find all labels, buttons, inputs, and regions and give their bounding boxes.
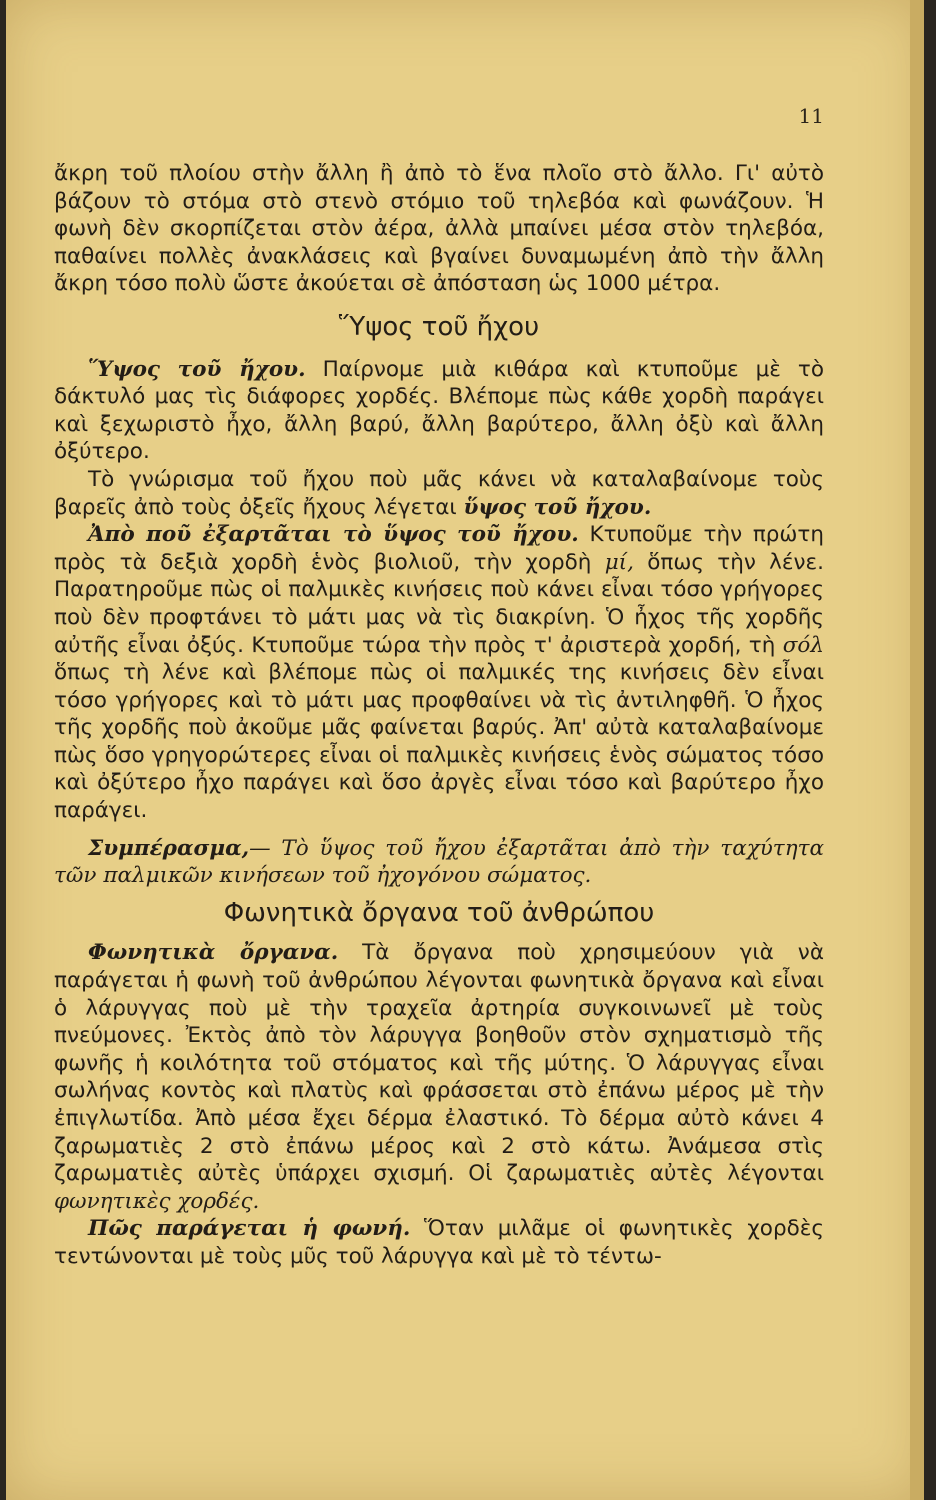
paragraph-text: Κτυποῦμε τὴν πρώτη πρὸς τὰ δεξιὰ χορδὴ ἑνὸς βιολιοῦ, τὴν χορδὴ [54, 522, 825, 575]
paragraph-vocal-organs [54, 939, 824, 1215]
paragraph-text: Ὅταν μιλᾶμε οἱ φωνητικὲς χορδὲς τεντώνονται μὲ τοὺς μῦς τοῦ λάρυγγα καὶ μὲ τὸ τέντω- [54, 1216, 824, 1269]
paragraph-megaphone: ἄκρη τοῦ πλοίου στὴν ἄλλη ἢ ἀπὸ τὸ ἕνα πλοῖο στὸ ἄλλο. Γι' αὐτὸ βάζουν τὸ στόμα στὸ στενὸ στόμιο τοῦ τηλεβόα καὶ φωνάζουν. Ἡ φωνὴ δὲν σκορπίζεται στὸν ἀέρα, ἀλλὰ μπαίνει μέσα στὸν τηλεβόα, παθαίνει πολλὲς ἀνακλάσεις καὶ βγαίνει δυναμωμένη ἀπὸ τὴν ἄλλη ἄκρη τόσο πολὺ ὥστε ἀκούεται σὲ ἀπόσταση ὡς 1000 μέτρα. [54, 161, 824, 297]
term-emphasis: φωνητικὲς χορδές. [54, 1188, 260, 1214]
section-heading-pitch: Ὕψος τοῦ ἤχου [338, 311, 540, 342]
paragraph-text: ὅπως τὴν λένε. Παρατηροῦμε πὼς οἱ παλμικὲς κινήσεις ποὺ κάνει εἶναι τόσο γρήγορες ποὺ δὲν προφτάνει τὸ μάτι μας νὰ τὶς διακρίνη. Ὁ ἦχος τῆς χορδῆς αὐτῆς εἶναι ὀξύς. Κτυποῦμε τώρα τὴν πρὸς τ' ἀριστερὰ χορδή, τὴ [54, 549, 824, 658]
paragraph-pitch-intro [54, 356, 824, 466]
paragraph-voice-production [54, 1215, 824, 1270]
paragraph-lead: Ἀπὸ ποῦ ἐξαρτᾶται τὸ ὕψος τοῦ ἤχου. [88, 522, 579, 548]
paragraph-conclusion [54, 835, 824, 890]
page-content [54, 160, 824, 1271]
paragraph-pitch-depends [54, 521, 824, 825]
note-name-mi: μί, [604, 549, 634, 575]
paragraph-text: ὅπως τὴ λένε καὶ βλέπομε πὼς οἱ παλμικές της κινήσεις δὲν εἶναι τόσο γρήγορες καὶ τὸ μάτι μας προφθαίνει νὰ τὶς ἀντιληφθῆ. Ὁ ἦχος τῆς χορδῆς ποὺ ἀκοῦμε μᾶς φαίνεται βαρύς. Ἀπ' αὐτὰ καταλαβαίνομε πὼς ὅσο γρηγορώτερες εἶναι οἱ παλμικὲς κινήσεις ἑνὸς σώματος τόσο καὶ ὀξύτερο ἦχο παράγει καὶ ὅσο ἀργὲς εἶναι τόσο καὶ βαρύτερο ἦχο παράγει. [54, 660, 824, 824]
page-edge [910, 0, 924, 1500]
page-number: 11 [798, 104, 824, 128]
section-heading-vocal-organs: Φωνητικὰ ὄργανα τοῦ ἀνθρώπου [223, 897, 655, 928]
paragraph-pitch-definition [54, 466, 824, 521]
note-name-sol: σόλ [782, 632, 824, 658]
term-emphasis: ὕψος τοῦ ἤχου. [463, 494, 652, 520]
paragraph-text: Τὸ γνώρισμα τοῦ ἤχου ποὺ μᾶς κάνει νὰ καταλαβαίνομε τοὺς βαρεῖς ἀπὸ τοὺς ὀξεῖς ἤχους λέγεται [54, 466, 824, 520]
paragraph-lead: Ὕψος τοῦ ἤχου. [88, 356, 306, 382]
paragraph-text: Τὰ ὄργανα ποὺ χρησιμεύουν γιὰ νὰ παράγεται ἡ φωνὴ τοῦ ἀνθρώπου λέγονται φωνητικὰ ὄργανα καὶ εἶναι ὁ λάρυγγας ποὺ μὲ τὴν τραχεῖα ἀρτηρία συγκοινωνεῖ μὲ τοὺς πνεύμονες. Ἐκτὸς ἀπὸ τὸν λάρυγγα βοηθοῦν στὸν σχηματισμὸ τῆς φωνῆς ἡ κοιλότητα τοῦ στόματος καὶ τῆς μύτης. Ὁ λάρυγγας εἶναι σωλήνας κοντὸς καὶ πλατὺς καὶ φράσσεται στὸ ἐπάνω μέρος μὲ τὴν ἐπιγλωτίδα. Ἀπὸ μέσα ἔχει δέρμα ἐλαστικό. Τὸ δέρμα αὐτὸ κάνει 4 ζαρωματιὲς 2 στὸ ἐπάνω μέρος καὶ 2 στὸ κάτω. Ἀνάμεσα στὶς ζαρωματιὲς αὐτὲς ὑπάρχει σχισμή. Οἱ ζαρωματιὲς αὐτὲς λέγονται [54, 940, 824, 1187]
paragraph-lead: Πῶς παράγεται ἡ φωνή. [88, 1216, 411, 1242]
paragraph-lead: Φωνητικὰ ὄργανα. [88, 940, 339, 966]
paragraph-text: Παίρνομε μιὰ κιθάρα καὶ κτυποῦμε μὲ τὸ δάκτυλό μας τὶς διάφορες χορδές. Βλέπομε πὼς κάθε χορδὴ παράγει καὶ ξεχωριστὸ ἦχο, ἄλλη βαρύ, ἄλλη βαρύτερο, ἄλλη ὀξὺ καὶ ἄλλη ὀξύτερο. [54, 356, 824, 465]
conclusion-text: — Τὸ ὕψος τοῦ ἤχου ἐξαρτᾶται ἀπὸ τὴν ταχύτητα τῶν παλμικῶν κινήσεων τοῦ ἠχογόνου σώματος. [54, 835, 824, 889]
book-page [6, 0, 924, 1500]
conclusion-lead: Συμπέρασμα, [88, 835, 250, 861]
